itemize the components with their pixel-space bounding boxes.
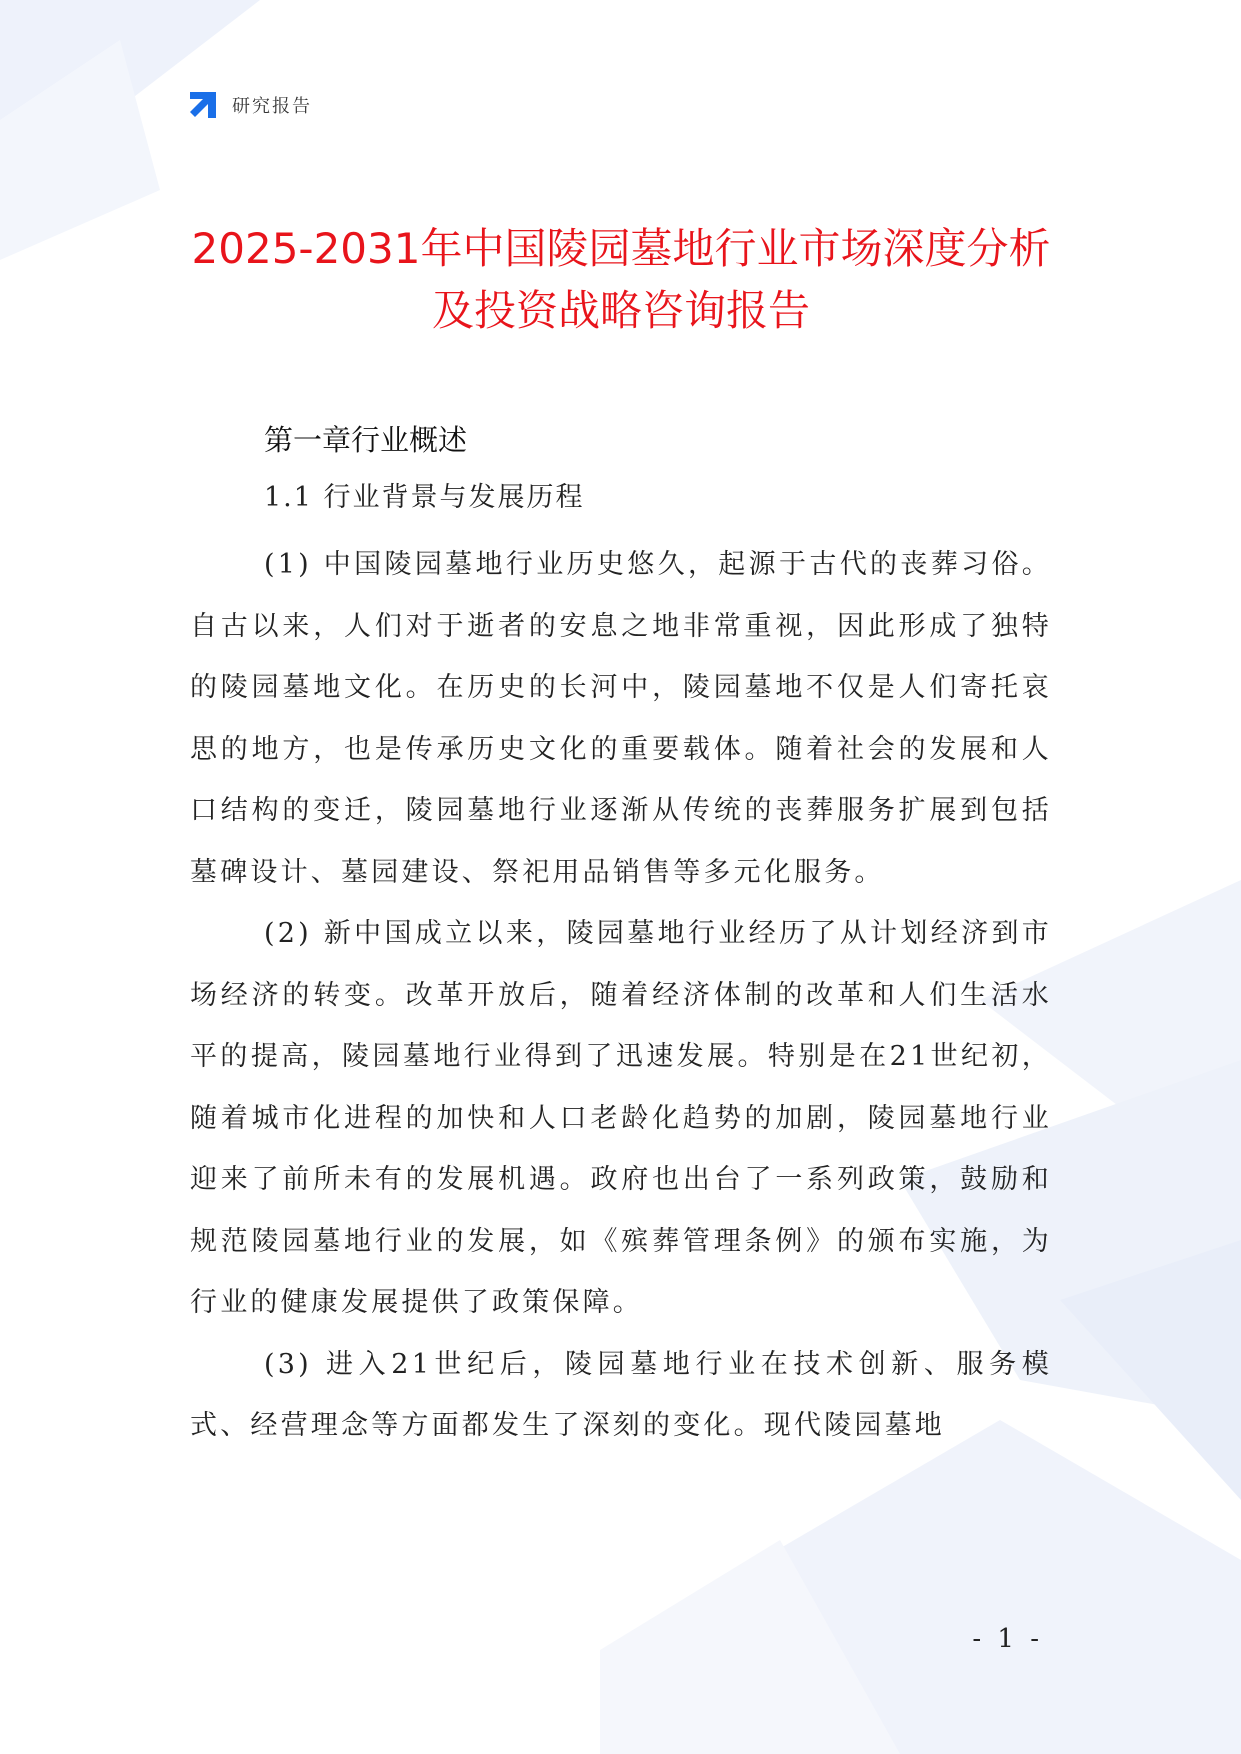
arrow-up-right-icon (186, 88, 220, 122)
section-heading: 1.1 行业背景与发展历程 (264, 482, 585, 513)
body-content (190, 418, 1052, 1457)
brand-label: 研究报告 (232, 96, 312, 117)
paragraph-1: (1) 中国陵园墓地行业历史悠久，起源于古代的丧葬习俗。自古以来，人们对于逝者的安息之地非常重视，因此形成了独特的陵园墓地文化。在历史的长河中，陵园墓地不仅是人们寄托哀思的地方，也是传承历史文化的重要载体。随着社会的发展和人口结构的变迁，陵园墓地行业逐渐从传统的丧葬服务扩展到包括墓碑设计、墓园建设、祭祀用品销售等多元化服务。 (190, 549, 1052, 888)
report-title: 2025-2031年中国陵园墓地行业市场深度分析及投资战略咨询报告 (191, 224, 1051, 335)
chapter-heading: 第一章行业概述 (264, 423, 468, 457)
brand-header (186, 88, 312, 122)
paragraph-2: (2) 新中国成立以来，陵园墓地行业经历了从计划经济到市场经济的转变。改革开放后，随着经济体制的改革和人们生活水平的提高，陵园墓地行业得到了迅速发展。特别是在21世纪初，随着城市化进程的加快和人口老龄化趋势的加剧，陵园墓地行业迎来了前所未有的发展机遇。政府也出台了一系列政策，鼓励和规范陵园墓地行业的发展，如《殡葬管理条例》的颁布实施，为行业的健康发展提供了政策保障。 (190, 918, 1052, 1318)
paragraph-3: (3) 进入21世纪后，陵园墓地行业在技术创新、服务模式、经营理念等方面都发生了深刻的变化。现代陵园墓地 (190, 1348, 1052, 1441)
page-number: - 1 - (972, 1624, 1043, 1654)
